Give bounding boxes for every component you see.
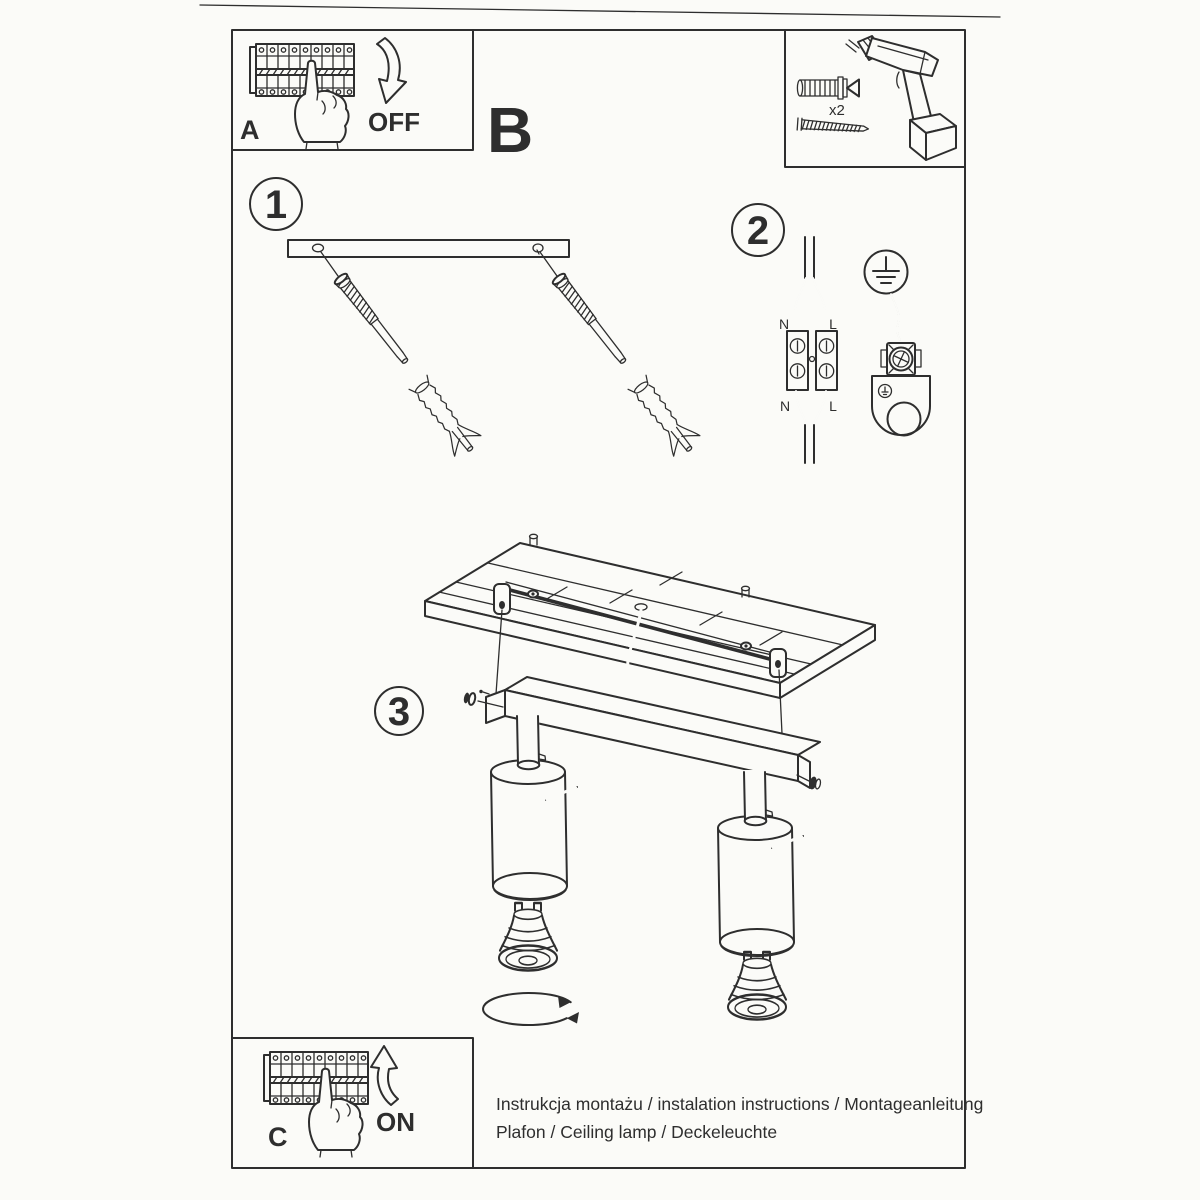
bar-hole-left [313, 244, 324, 252]
guide-line-right [540, 252, 557, 276]
breaker-panel-icon [250, 44, 354, 149]
label-c: C [268, 1122, 288, 1152]
label-a: A [240, 115, 260, 145]
mounting-bar [288, 240, 569, 257]
footer [496, 1094, 983, 1142]
panel-a-box [240, 38, 420, 149]
guide-line-left [321, 252, 338, 276]
label-on: ON [376, 1107, 415, 1137]
ceiling-panel [425, 534, 875, 698]
screw-icon [797, 118, 869, 135]
label-n-top: N [778, 316, 790, 332]
plug-qty-label: x2 [829, 102, 845, 119]
label-n-bottom: N [779, 398, 791, 414]
terminal-block [787, 331, 837, 390]
mains-cable-top [795, 237, 825, 332]
step3-number: 3 [387, 690, 411, 734]
page-edge-line [200, 5, 1000, 17]
label-l-top: L [829, 316, 837, 332]
on-arrow-icon [371, 1046, 398, 1105]
step2-number: 2 [746, 209, 770, 253]
label-off: OFF [368, 107, 420, 137]
spot-shade-right [718, 816, 794, 956]
wall-plug-icon [797, 77, 859, 99]
panel-c-box [264, 1046, 415, 1157]
gu10-bulb-right [728, 952, 786, 1020]
spot-shade-left [491, 760, 567, 900]
footer-line2: Plafon / Ceiling lamp / Deckeleuchte [496, 1122, 778, 1142]
mounting-screw-right [551, 272, 630, 367]
label-l-bottom: L [829, 398, 837, 414]
footer-line1: Instrukcja montażu / instalation instructions / Montageanleitung [496, 1094, 984, 1114]
parts-box [797, 36, 956, 160]
label-b: B [487, 94, 534, 166]
ground-bracket [872, 376, 930, 436]
gu10-bulb-left [499, 903, 557, 971]
ground-symbol-icon [865, 251, 908, 294]
rotate-arrow-icon [483, 993, 579, 1025]
mains-cable-bottom [796, 391, 826, 463]
ground-clamp [881, 343, 921, 375]
mounting-screw-left [333, 272, 412, 367]
drill-icon [846, 36, 956, 160]
off-arrow-icon [377, 38, 406, 103]
step2 [732, 204, 930, 463]
expansion-plug-left [405, 372, 484, 460]
step3 [375, 534, 875, 1025]
step1 [250, 178, 703, 460]
expansion-plug-right [624, 372, 703, 460]
step1-number: 1 [264, 183, 288, 227]
